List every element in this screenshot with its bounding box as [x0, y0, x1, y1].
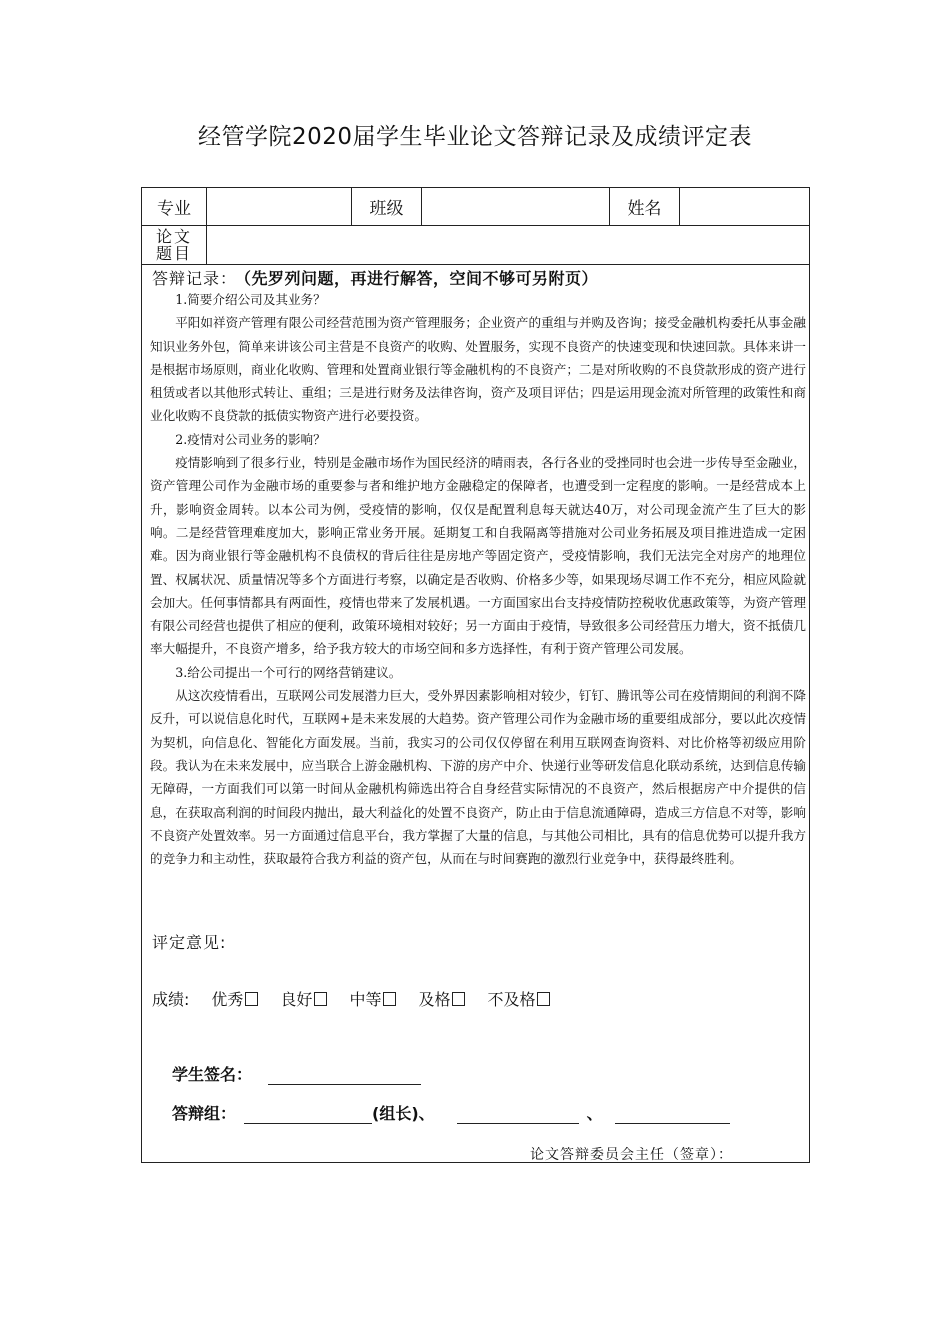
answer-3: 从这次疫情看出，互联网公司发展潜力巨大，受外界因素影响相对较少，钉钉、腾讯等公司在疫情期间的利润不降反升，可以说信息化时代，互联网+是未来发展的大趋势。资产管理公司作为金融市场的重要组成部分，要以此次疫情为契机，向信息化、智能化方面发展。当前，我实习的公司仅仅停留在利用互联网查询资料、对比价格等初级应用阶段。我认为在未来发展中，应当联合上游金融机构、下游的房产中介、快递行业等研发信息化联动系统，达到信息传输无障碍，一方面我们可以第一时间从金融机构筛选出符合自身经营实际情况的不良资产，然后根据房产中介提供的信息，在获取高利润的时间段内抛出，最大利益化的处置不良资产，防止由于信息流通障碍，造成三方信息不对等，影响不良资产处置效率。另一方面通过信息平台，我方掌握了大量的信息，与其他公司相比，具有的信息优势可以提升我方的竞争力和主动性，获取最符合我方利益的资产包，从而在与时间赛跑的激烈行业竞争中，获得最终胜利。: [150, 688, 806, 867]
grade-label: 成绩:: [152, 990, 190, 1009]
grade-options: [152, 987, 572, 1010]
panel-label: 答辩组：: [172, 1104, 237, 1123]
record-header: [152, 266, 598, 289]
checkbox-icon[interactable]: [383, 992, 396, 1006]
grade-option[interactable]: [349, 987, 396, 1010]
checkbox-icon[interactable]: [314, 992, 327, 1006]
answer-1: 平阳如祥资产管理有限公司经营范围为资产管理服务；企业资产的重组与并购及咨询；接受金融机构委托从事金融知识业务外包，简单来讲该公司主营是不良资产的收购、处置服务，实现不良资产的快速变现和快速回款。具体来讲一是根据市场原则，商业化收购、管理和处置商业银行等金融机构的不良资产；二是对所收购的不良贷款形成的资产进行租赁或者以其他形式转让、重组；三是进行财务及法律咨询，资产及项目评估；四是运用现金流对所管理的政策性和商业化收购不良贷款的抵债实物资产进行必要投资。: [150, 315, 806, 424]
question-1: 1.简要介绍公司及其业务？: [175, 292, 326, 307]
topic-label: [142, 226, 207, 264]
panel-member-line-1[interactable]: [457, 1105, 579, 1124]
checkbox-icon[interactable]: [452, 992, 465, 1006]
grade-option-label: 及格: [418, 990, 451, 1009]
grade-option-label: 中等: [349, 990, 382, 1009]
question-2: 2.疫情对公司业务的影响？: [175, 431, 326, 447]
class-field[interactable]: [422, 188, 610, 225]
panel-leader-line[interactable]: [244, 1105, 372, 1124]
info-row: [142, 188, 809, 226]
topic-row: [142, 226, 809, 265]
topic-label-line1: 论文: [155, 227, 192, 246]
student-signature-row: [172, 1062, 421, 1085]
grade-option-label: 优秀: [211, 990, 244, 1009]
topic-label-line2: 题目: [155, 244, 192, 263]
grade-option-label: 不及格: [487, 990, 536, 1009]
major-label: 专业: [142, 188, 207, 225]
answer-2: 疫情影响到了很多行业，特别是金融市场作为国民经济的晴雨表，各行各业的受挫同时也会进一步传导至金融业，资产管理公司作为金融市场的重要参与者和维护地方金融稳定的保障者，也遭受到一定程度的影响。一是经营成本上升，影响资金周转。以本公司为例，受疫情的影响，仅仅是配置利息每天就达40万，对公司现金流产生了巨大的影响。二是经营管理难度加大，影响正常业务开展。延期复工和自我隔离等措施对公司业务拓展及项目推进造成一定困难。因为商业银行等金融机构不良债权的背后往往是房地产等固定资产，受疫情影响，我们无法完全对房产的地理位置、权属状况、质量情况等多个方面进行考察，以确定是否收购、价格多少等，如果现场尽调工作不充分，相应风险就会加大。任何事情都具有两面性，疫情也带来了发展机遇。一方面国家出台支持疫情防控税收优惠政策等，为资产管理有限公司经营也提供了相应的便利，政策环境相对较好；另一方面由于疫情，导致很多公司经营压力增大，资不抵债几率大幅提升，不良资产增多，给予我方较大的市场空间和多方选择性，有利于资产管理公司发展。: [150, 455, 806, 657]
major-field[interactable]: [207, 188, 352, 225]
grade-option[interactable]: [211, 987, 258, 1010]
panel-signature-row: [172, 1101, 730, 1124]
grade-option[interactable]: [418, 987, 465, 1010]
record-note: （先罗列问题，再进行解答，空间不够可另附页）: [243, 269, 599, 288]
checkbox-icon[interactable]: [245, 992, 258, 1006]
leader-suffix: (组长)、: [372, 1104, 435, 1123]
name-label: 姓名: [610, 188, 680, 225]
checkbox-icon[interactable]: [537, 992, 550, 1006]
evaluation-label: 评定意见:: [152, 933, 227, 952]
student-signature-label: 学生签名：: [172, 1065, 253, 1084]
name-field[interactable]: [680, 188, 811, 225]
class-label: 班级: [352, 188, 422, 225]
question-3: 3.给公司提出一个可行的网络营销建议。: [175, 664, 402, 680]
page-title: 经管学院2020届学生毕业论文答辩记录及成绩评定表: [197, 124, 753, 150]
topic-field[interactable]: [207, 226, 811, 264]
panel-separator: 、: [586, 1104, 603, 1123]
grade-option-label: 良好: [280, 990, 313, 1009]
panel-member-line-2[interactable]: [615, 1105, 730, 1124]
record-content: [150, 288, 806, 870]
record-label: 答辩记录：: [152, 269, 238, 288]
grade-option[interactable]: [487, 987, 550, 1010]
committee-chair-label: 论文答辩委员会主任（签章）：: [530, 1147, 733, 1163]
form-table: [141, 187, 810, 1163]
student-signature-line[interactable]: [268, 1066, 421, 1085]
grade-option[interactable]: [280, 987, 327, 1010]
